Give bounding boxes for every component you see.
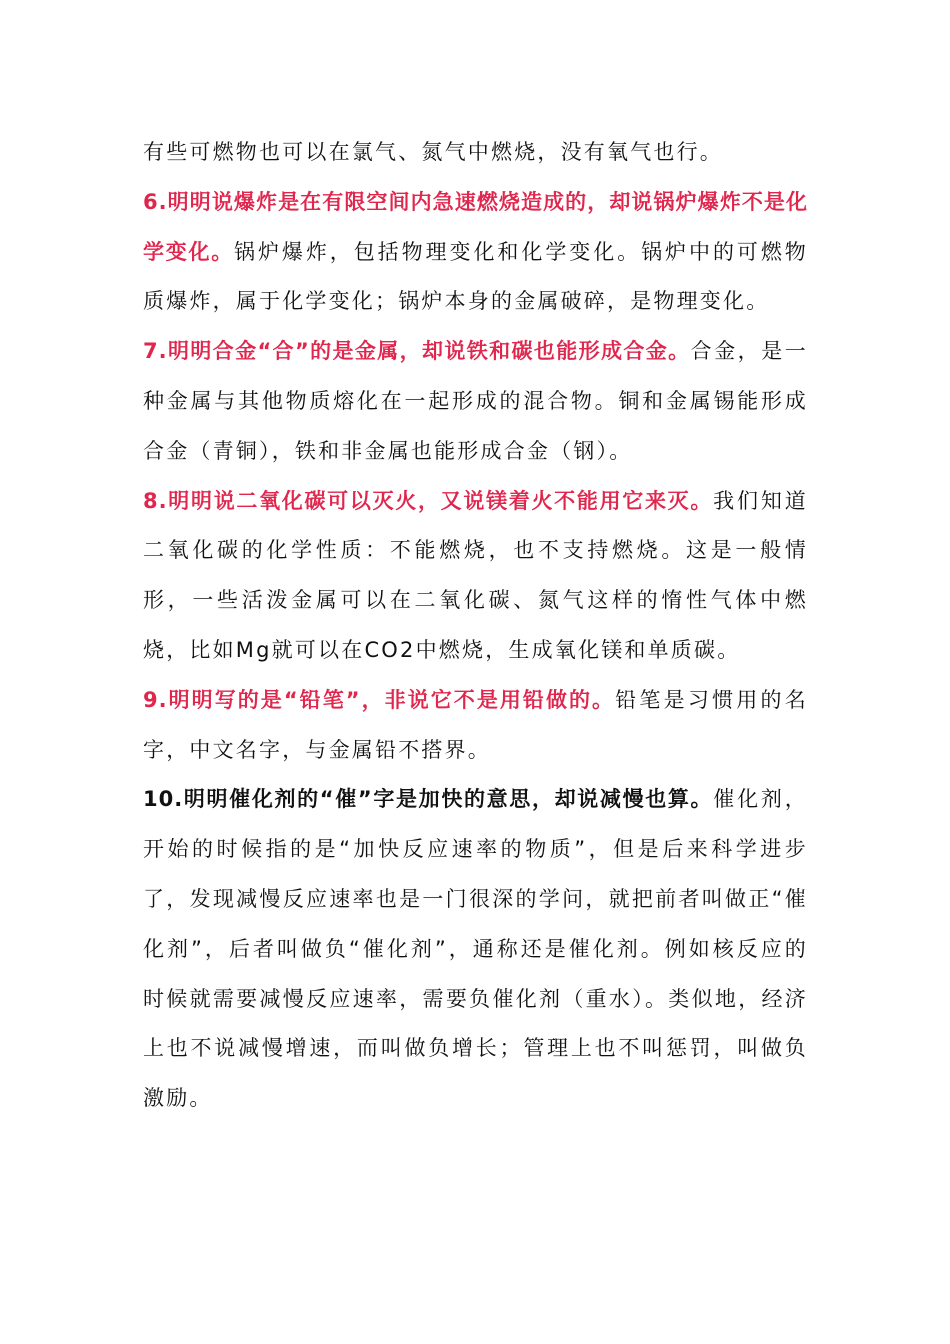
item-10-paragraph <box>143 775 808 1124</box>
item-6-body: 锅炉爆炸，包括物理变化和化学变化。锅炉中的可燃物质爆炸，属于化学变化；锅炉本身的金属破碎，是物理变化。 <box>143 239 808 314</box>
item-8-paragraph <box>143 477 808 676</box>
item-9-body: 铅笔是习惯用的名字，中文名字，与金属铅不搭界。 <box>143 687 808 762</box>
item-10-heading: 10.明明催化剂的“催”字是加快的意思，却说减慢也算。 <box>143 787 714 812</box>
item-6-heading: 6.明明说爆炸是在有限空间内急速燃烧造成的，却说锅炉爆炸不是化学变化。 <box>143 189 808 264</box>
item-9-paragraph <box>143 676 808 776</box>
intro-text: 有些可燃物也可以在氯气、氮气中燃烧，没有氧气也行。 <box>143 140 723 164</box>
document-body <box>143 128 808 1124</box>
item-8-heading: 8.明明说二氧化碳可以灭火，又说镁着火不能用它来灭。 <box>143 488 714 513</box>
item-6-paragraph <box>143 178 808 327</box>
intro-paragraph <box>143 128 808 178</box>
item-9-heading: 9.明明写的是“铅笔”，非说它不是用铅做的。 <box>143 687 616 712</box>
item-7-heading: 7.明明合金“合”的是金属，却说铁和碳也能形成合金。 <box>143 339 691 364</box>
item-10-body: 催化剂，开始的时候指的是“加快反应速率的物质”，但是后来科学进步了，发现减慢反应速率也是一门很深的学问，就把前者叫做正“催化剂”，后者叫做负“催化剂”，通称还是催化剂。例如核反应的时候就需要减慢反应速率，需要负催化剂（重水）。类似地，经济上也不说减慢增速，而叫做负增长；管理上也不叫惩罚，叫做负激励。 <box>143 787 808 1111</box>
item-7-body: 合金，是一种金属与其他物质熔化在一起形成的混合物。铜和金属锡能形成合金（青铜），铁和非金属也能形成合金（钢）。 <box>143 339 808 463</box>
item-8-body: 我们知道二氧化碳的化学性质：不能燃烧，也不支持燃烧。这是一般情形，一些活泼金属可以在二氧化碳、氮气这样的惰性气体中燃烧，比如Mg就可以在CO2中燃烧，生成氧化镁和单质碳。 <box>143 488 808 662</box>
item-7-paragraph <box>143 327 808 476</box>
